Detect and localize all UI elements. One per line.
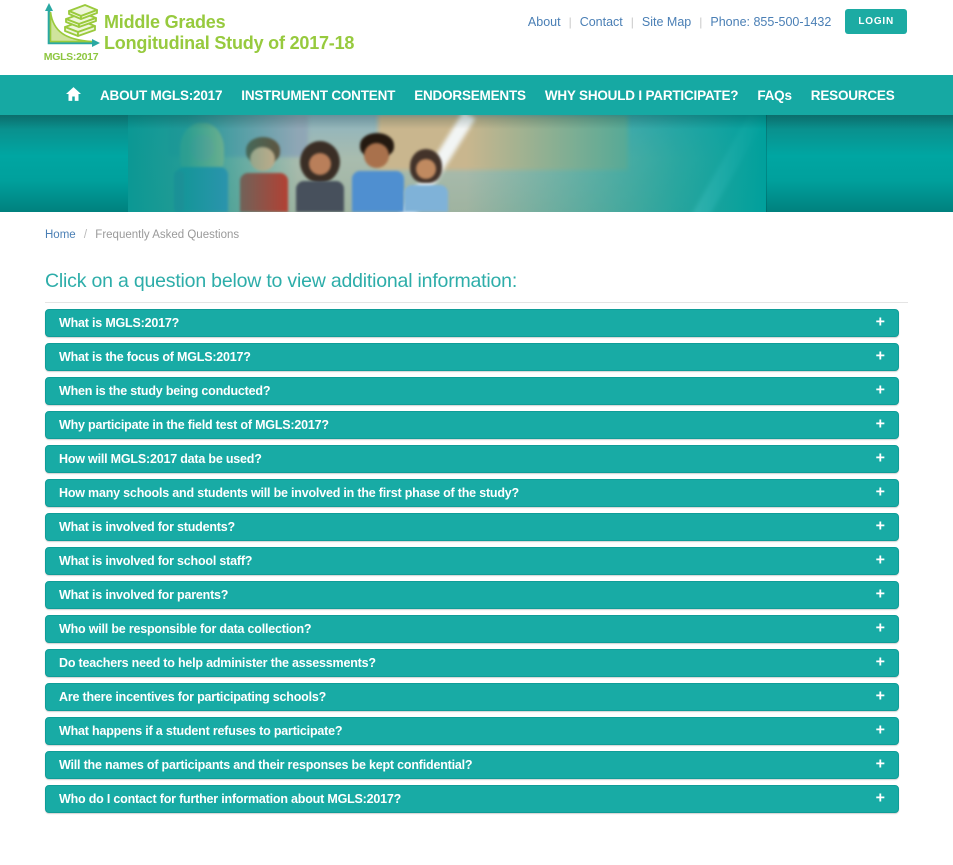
faq-item-2[interactable] xyxy=(45,343,899,371)
faq-accordion-list xyxy=(45,309,908,813)
faq-item-11[interactable] xyxy=(45,649,899,677)
faq-question: Who will be responsible for data collection? xyxy=(59,622,312,636)
logo-wordmark: MGLS:2017 xyxy=(43,51,99,63)
plus-icon[interactable]: + xyxy=(875,721,885,739)
heading-divider xyxy=(45,302,908,303)
utility-link-contact[interactable]: Contact xyxy=(579,14,623,29)
faq-item-10[interactable] xyxy=(45,615,899,643)
faq-question: How will MGLS:2017 data be used? xyxy=(59,452,262,466)
photo-person-3-face xyxy=(309,153,331,175)
faq-item-8[interactable] xyxy=(45,547,899,575)
faq-question: What is involved for students? xyxy=(59,520,235,534)
faq-item-13[interactable] xyxy=(45,717,899,745)
faq-question: Why participate in the field test of MGLS:2017? xyxy=(59,418,329,432)
faq-item-6[interactable] xyxy=(45,479,899,507)
nav-item-endorsements[interactable]: ENDORSEMENTS xyxy=(414,87,526,103)
plus-icon[interactable]: + xyxy=(875,313,885,331)
photo-person-3-shirt xyxy=(296,181,344,212)
utility-separator: | xyxy=(630,14,634,29)
utility-link-about[interactable]: About xyxy=(527,14,561,29)
faq-item-15[interactable] xyxy=(45,785,899,813)
nav-item-instrument-content[interactable]: INSTRUMENT CONTENT xyxy=(241,87,396,103)
faq-item-14[interactable] xyxy=(45,751,899,779)
breadcrumb xyxy=(45,229,908,241)
bottom-whitespace xyxy=(45,819,908,865)
faq-question: What is involved for parents? xyxy=(59,588,229,602)
faq-item-7[interactable] xyxy=(45,513,899,541)
faq-question: What is MGLS:2017? xyxy=(59,316,180,330)
breadcrumb-home-link[interactable]: Home xyxy=(45,229,76,241)
breadcrumb-separator: / xyxy=(83,229,88,241)
plus-icon[interactable]: + xyxy=(875,347,885,365)
faq-question: Will the names of participants and their responses be kept confidential? xyxy=(59,758,473,772)
plus-icon[interactable]: + xyxy=(875,619,885,637)
photo-teal-fade-left xyxy=(128,115,298,212)
utility-link-sitemap[interactable]: Site Map xyxy=(641,14,692,29)
photo-person-4-shirt xyxy=(352,171,404,212)
site-title xyxy=(104,12,354,54)
site-header xyxy=(0,0,953,75)
plus-icon[interactable]: + xyxy=(875,381,885,399)
section-intro-heading: Click on a question below to view additional information: xyxy=(45,270,518,292)
plus-icon[interactable]: + xyxy=(875,755,885,773)
nav-item-faqs[interactable]: FAQs xyxy=(757,87,792,103)
nav-item-resources[interactable]: RESOURCES xyxy=(810,87,895,103)
hero-top-shadow xyxy=(0,115,953,129)
hero-photo-image xyxy=(128,115,766,212)
faq-question: Do teachers need to help administer the assessments? xyxy=(59,656,376,670)
main-navigation xyxy=(0,75,953,115)
home-icon xyxy=(66,87,81,104)
site-logo[interactable] xyxy=(40,3,102,63)
plus-icon[interactable]: + xyxy=(875,449,885,467)
photo-person-4-face xyxy=(364,143,389,168)
faq-item-5[interactable] xyxy=(45,445,899,473)
utility-separator: | xyxy=(568,14,572,29)
phone-number: Phone: 855-500-1432 xyxy=(710,14,832,29)
faq-item-4[interactable] xyxy=(45,411,899,439)
photo-person-5-face xyxy=(416,159,436,179)
breadcrumb-current: Frequently Asked Questions xyxy=(95,229,240,241)
plus-icon[interactable]: + xyxy=(875,789,885,807)
faq-item-12[interactable] xyxy=(45,683,899,711)
main-content xyxy=(45,229,908,865)
plus-icon[interactable]: + xyxy=(875,585,885,603)
plus-icon[interactable]: + xyxy=(875,551,885,569)
nav-item-about[interactable]: ABOUT MGLS:2017 xyxy=(100,87,223,103)
plus-icon[interactable]: + xyxy=(875,415,885,433)
photo-teal-fade-right xyxy=(466,115,766,212)
plus-icon[interactable]: + xyxy=(875,687,885,705)
faq-question: What is involved for school staff? xyxy=(59,554,253,568)
hero-banner xyxy=(0,115,953,212)
faq-question: Are there incentives for participating schools? xyxy=(59,690,327,704)
plus-icon[interactable]: + xyxy=(875,483,885,501)
faq-question: When is the study being conducted? xyxy=(59,384,271,398)
plus-icon[interactable]: + xyxy=(875,653,885,671)
nav-home-icon[interactable] xyxy=(66,87,81,104)
login-button[interactable]: LOGIN xyxy=(845,9,907,34)
plus-icon[interactable]: + xyxy=(875,517,885,535)
nav-item-why-participate[interactable]: WHY SHOULD I PARTICIPATE? xyxy=(544,87,739,103)
faq-question: What happens if a student refuses to participate? xyxy=(59,724,343,738)
faq-question: Who do I contact for further information about MGLS:2017? xyxy=(59,792,402,806)
faq-item-3[interactable] xyxy=(45,377,899,405)
utility-nav xyxy=(528,9,907,34)
faq-item-1[interactable] xyxy=(45,309,899,337)
site-title-line1: Middle Grades xyxy=(104,12,226,32)
utility-separator: | xyxy=(699,14,703,29)
faq-question: How many schools and students will be involved in the first phase of the study? xyxy=(59,486,519,500)
faq-question: What is the focus of MGLS:2017? xyxy=(59,350,251,364)
photo-person-5-shirt xyxy=(404,185,448,212)
site-title-line2: Longitudinal Study of 2017-18 xyxy=(104,33,355,53)
faq-item-9[interactable] xyxy=(45,581,899,609)
